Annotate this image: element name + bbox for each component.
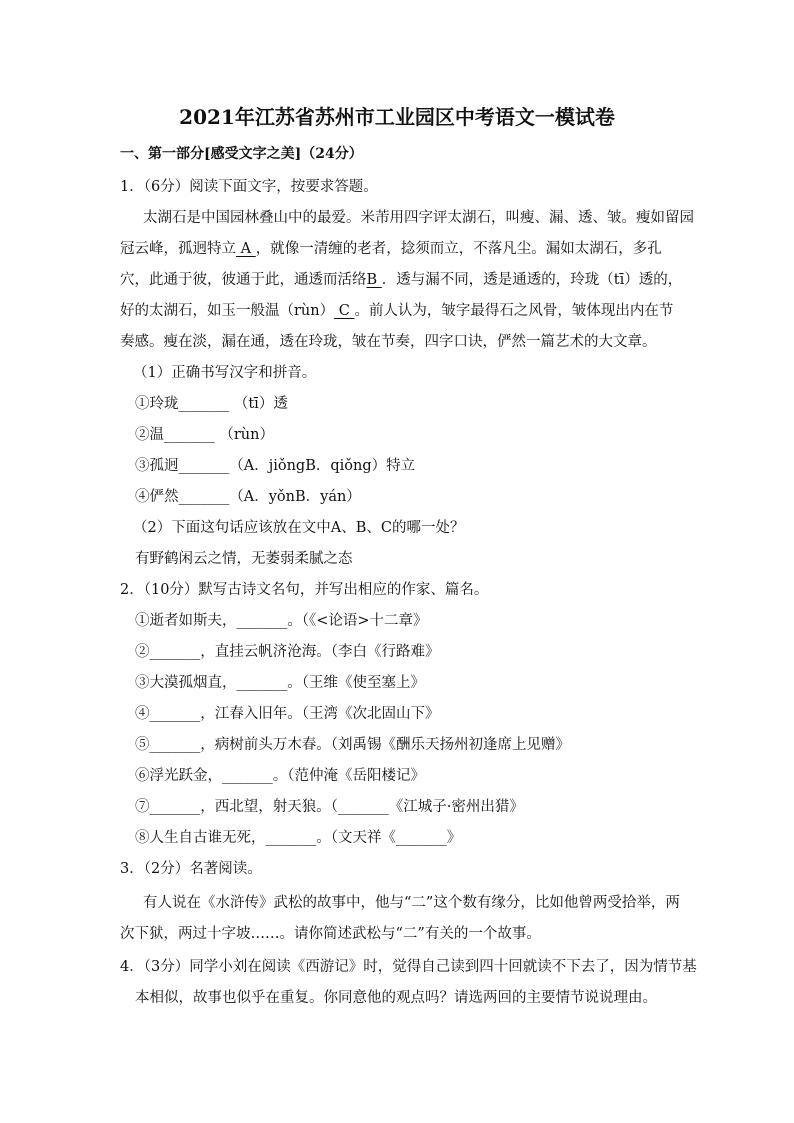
blank-c: C <box>334 303 355 319</box>
q1-sub-question-1: （1）正确书写汉字和拼音。 <box>133 365 317 381</box>
q3-paragraph-line: 次下狱，两过十字坡……。请你简述武松与“二”有关的一个故事。 <box>120 926 541 942</box>
q1-text: 好的太湖石，如玉一般温（rùn） <box>120 303 335 319</box>
q2-item: ⑥浮光跃金，_______。（范仲淹《岳阳楼记》 <box>135 768 425 784</box>
q1-sentence: 有野鹤闲云之情，无萎弱柔腻之态 <box>135 551 353 567</box>
blank-a: A <box>236 241 256 257</box>
q1-paragraph-line <box>120 301 673 321</box>
question-2-heading: 2．（10分）默写古诗文名句，并写出相应的作家、篇名。 <box>120 582 489 598</box>
q1-item: ②温_______ （rùn） <box>135 427 274 443</box>
question-1-heading: 1．（6分）阅读下面文字，按要求答题。 <box>120 179 378 195</box>
q1-text: 冠云峰，孤迥特立 <box>120 241 236 257</box>
q1-paragraph-line <box>120 270 682 290</box>
q2-item: ②_______，直挂云帆济沧海。（李白《行路难》 <box>135 644 440 660</box>
blank-b: B <box>366 272 382 288</box>
q2-item: ④_______，江春入旧年。（王湾《次北固山下》 <box>135 706 440 722</box>
q4-paragraph-line: 本相似，故事也似乎在重复。你同意他的观点吗？请选两回的主要情节说说理由。 <box>135 990 657 1006</box>
q2-item: ⑦_______，西北望，射天狼。（_______《江城子·密州出猎》 <box>135 799 524 815</box>
q2-item: ⑤_______，病树前头万木春。（刘禹锡《酬乐天扬州初逢席上见赠》 <box>135 737 570 753</box>
q1-text: ，就像一清缠的老者，捻须而立，不落凡尘。漏如太湖石，多孔 <box>255 241 662 257</box>
q2-item: ③大漠孤烟直，_______。（王维《使至塞上》 <box>135 675 425 691</box>
section-heading: 一、第一部分[感受文字之美]（24分） <box>120 146 363 162</box>
q1-text: ．透与漏不同，透是通透的，玲珑（tī）透的， <box>381 272 683 288</box>
q2-item: ①逝者如斯夫，_______。（《<论语>十二章》 <box>135 613 428 629</box>
q1-item: ③孤迥_______（A．jiǒngB．qiǒng）特立 <box>135 458 416 474</box>
question-4-heading: 4．（3分）同学小刘在阅读《西游记》时，觉得自己读到四十回就读不下去了，因为情节基 <box>120 959 697 975</box>
q1-paragraph-line: 奏感。瘦在淡，漏在通，透在玲珑，皱在节奏，四字口诀，俨然一篇艺术的大文章。 <box>120 334 657 350</box>
q1-item: ④俨然_______（A．yǒnB．yán） <box>135 489 361 505</box>
q1-text: 穴，此通于彼，彼通于此，通透而活络 <box>120 272 367 288</box>
q3-paragraph-line: 有人说在《水浒传》武松的故事中，他与“二”这个数有缘分，比如他曾两受拾举，两 <box>143 895 680 911</box>
q1-item: ①玲珑_______ （tī）透 <box>135 396 288 412</box>
q1-text: 。前人认为，皱字最得石之风骨，皱体现出内在节 <box>354 303 674 319</box>
question-3-heading: 3．（2分）名著阅读。 <box>120 861 262 877</box>
q1-paragraph-line <box>120 239 662 259</box>
q2-item: ⑧人生自古谁无死，_______。（文天祥《_______》 <box>135 830 462 846</box>
q1-paragraph-line: 太湖石是中国园林叠山中的最爱。米芾用四字评太湖石，叫瘦、漏、透、皱。瘦如留园 <box>143 210 694 226</box>
page-title: 2021年江苏省苏州市工业园区中考语文一模试卷 <box>179 105 615 129</box>
q1-sub-question-2: （2）下面这句话应该放在文中A、B、C的哪一处？ <box>133 520 465 536</box>
